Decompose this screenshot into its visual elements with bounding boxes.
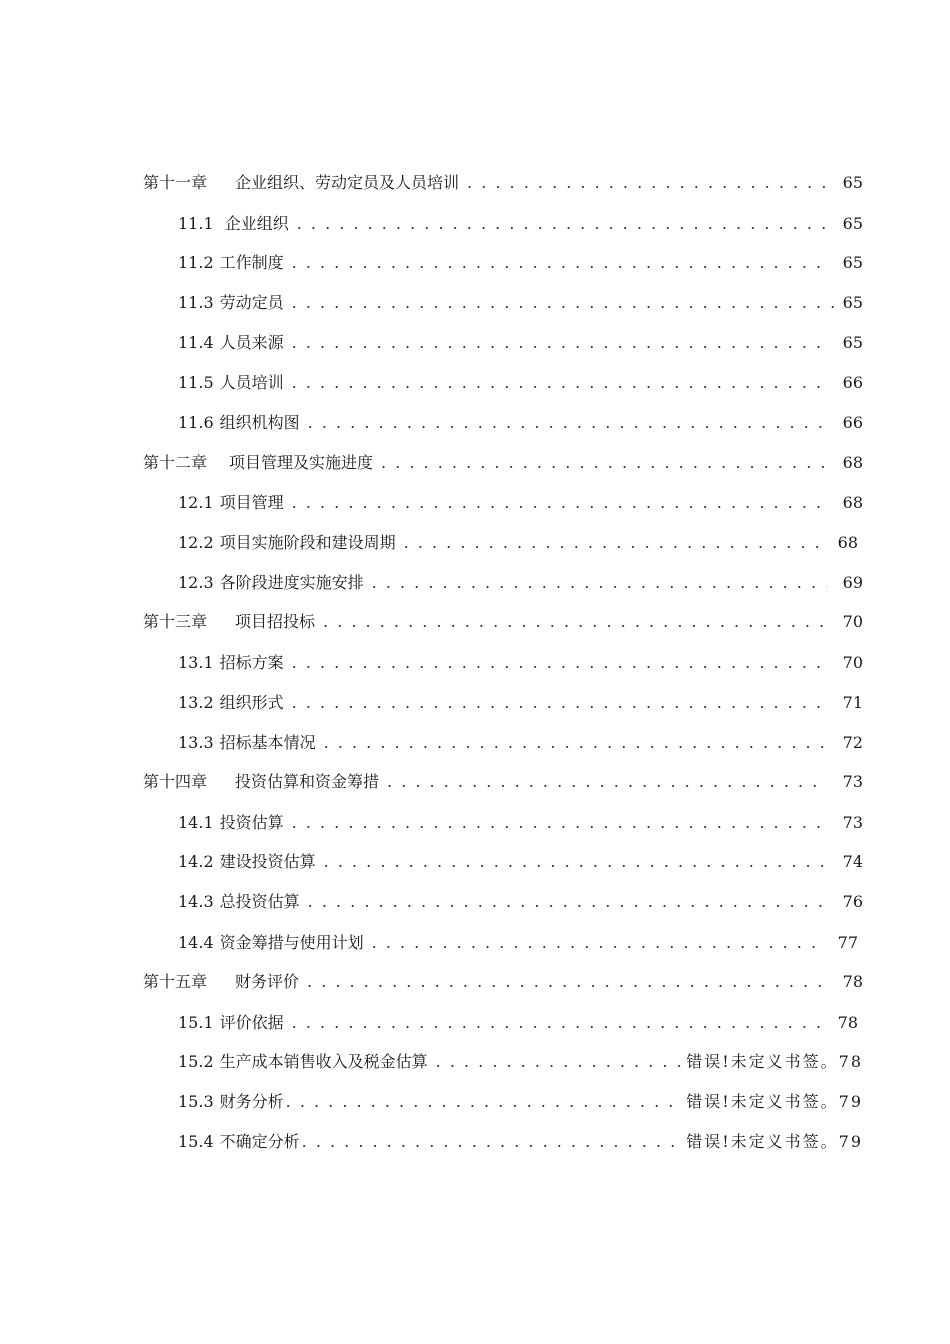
dot-leader: [372, 570, 827, 596]
toc-entry-section-12-3[interactable]: [178, 570, 863, 596]
toc-number: 11.2: [178, 253, 214, 272]
toc-page-number: 65: [842, 214, 863, 233]
toc-entry-section-11-1[interactable]: [178, 211, 863, 237]
toc-title: 招标基本情况: [219, 733, 316, 752]
toc-number: 12.2: [178, 533, 214, 552]
toc-label: [178, 1089, 284, 1115]
toc-page-number: 69: [842, 573, 863, 592]
toc-number: 第十四章: [143, 772, 208, 791]
toc-title: 不确定分析: [219, 1132, 300, 1151]
toc-label: [178, 211, 289, 237]
toc-title: 投资估算和资金筹措: [235, 772, 380, 791]
toc-entry-section-13-2[interactable]: [178, 690, 863, 716]
toc-label: [178, 570, 364, 596]
toc-number: 13.3: [178, 733, 214, 752]
toc-label: [143, 769, 379, 795]
toc-entry-section-15-4[interactable]: [178, 1129, 863, 1155]
dot-leader: [286, 1089, 683, 1115]
toc-label: [178, 1010, 284, 1036]
toc-page-number: 76: [842, 892, 863, 911]
dot-leader: [292, 1010, 822, 1036]
toc-title: 劳动定员: [219, 293, 284, 312]
toc-label: [178, 889, 300, 915]
toc-page-number: 68: [842, 453, 863, 472]
toc-label: [178, 810, 284, 836]
toc-label: [178, 690, 284, 716]
toc-page-number: 73: [842, 772, 863, 791]
dot-leader: [292, 490, 827, 516]
dot-leader: [372, 930, 822, 956]
toc-label: [178, 290, 284, 316]
toc-title: 财务分析: [219, 1092, 284, 1111]
dot-leader: [387, 769, 827, 795]
toc-entry-section-14-4[interactable]: [178, 930, 858, 956]
toc-label: [178, 1129, 300, 1155]
dot-leader: [467, 170, 827, 196]
toc-page-number: 65: [842, 253, 863, 272]
toc-number: 14.3: [178, 892, 214, 911]
dot-leader: [324, 730, 827, 756]
toc-number: 第十二章: [143, 453, 208, 472]
toc-number: 第十五章: [143, 972, 208, 991]
toc-label: [178, 410, 300, 436]
toc-title: 项目管理及实施进度: [229, 453, 374, 472]
toc-entry-section-14-3[interactable]: [178, 889, 863, 915]
toc-entry-chapter-14[interactable]: [143, 769, 863, 795]
toc-label: [178, 650, 284, 676]
toc-page-number: 68: [837, 533, 858, 552]
toc-entry-chapter-13[interactable]: [143, 609, 863, 635]
toc-title: 人员来源: [219, 333, 284, 352]
toc-title: 建设投资估算: [219, 852, 316, 871]
dot-leader: [404, 530, 822, 556]
toc-entry-section-14-2[interactable]: [178, 849, 863, 875]
toc-title: 各阶段进度实施安排: [219, 573, 364, 592]
toc-page-error: 错误!未定义书签。79: [686, 1092, 863, 1111]
toc-entry-section-11-3[interactable]: [178, 290, 863, 316]
toc-label: [143, 170, 459, 196]
toc-entry-section-11-5[interactable]: [178, 370, 863, 396]
toc-title: 项目招投标: [235, 612, 316, 631]
dot-leader: [292, 810, 827, 836]
toc-number: 13.1: [178, 653, 214, 672]
toc-label: [143, 969, 299, 995]
toc-number: 15.1: [178, 1013, 214, 1032]
toc-number: 14.2: [178, 852, 214, 871]
toc-label: [178, 250, 284, 276]
toc-number: 13.2: [178, 693, 214, 712]
toc-number: 15.2: [178, 1052, 214, 1071]
toc-entry-section-15-2[interactable]: [178, 1049, 863, 1075]
toc-label: [178, 730, 316, 756]
dot-leader: [381, 450, 827, 476]
toc-page-number: 70: [842, 653, 863, 672]
toc-page-number: 65: [842, 293, 863, 312]
dot-leader: [292, 690, 827, 716]
toc-number: 第十三章: [143, 612, 208, 631]
toc-page-number: 73: [842, 813, 863, 832]
toc-page-number: 71: [842, 693, 863, 712]
toc-title: 投资估算: [219, 813, 284, 832]
toc-title: 企业组织、劳动定员及人员培训: [235, 173, 460, 192]
dot-leader: [292, 370, 827, 396]
toc-number: 11.5: [178, 373, 214, 392]
toc-page-number: 72: [842, 733, 863, 752]
dot-leader: [308, 410, 827, 436]
toc-title: 项目实施阶段和建设周期: [219, 533, 396, 552]
dot-leader: [436, 1049, 683, 1075]
toc-label: [178, 370, 284, 396]
dot-leader: [323, 609, 827, 635]
toc-label: [143, 450, 373, 476]
toc-label: [178, 849, 316, 875]
dot-leader: [292, 290, 835, 316]
toc-number: 11.3: [178, 293, 214, 312]
toc-page-number: 74: [842, 852, 863, 871]
toc-title: 招标方案: [219, 653, 284, 672]
toc-title: 总投资估算: [219, 892, 300, 911]
toc-entry-chapter-12[interactable]: [143, 450, 863, 476]
toc-page-number: 77: [837, 933, 858, 952]
toc-page-number: 66: [842, 373, 863, 392]
toc-page-number: 68: [842, 493, 863, 512]
toc-number: 11.6: [178, 413, 214, 432]
toc-page-number: 65: [842, 173, 863, 192]
toc-page-error: 错误!未定义书签。78: [686, 1052, 863, 1071]
toc-title: 资金筹措与使用计划: [219, 933, 364, 952]
toc-entry-section-15-3[interactable]: [178, 1089, 863, 1115]
dot-leader: [297, 211, 827, 237]
toc-title: 组织机构图: [219, 413, 300, 432]
toc-number: 11.1: [178, 214, 214, 233]
toc-title: 组织形式: [219, 693, 284, 712]
toc-title: 工作制度: [219, 253, 284, 272]
toc-label: [178, 330, 284, 356]
toc-entry-section-14-1[interactable]: [178, 810, 863, 836]
dot-leader: [302, 1129, 683, 1155]
toc-number: 12.3: [178, 573, 214, 592]
dot-leader: [324, 849, 827, 875]
toc-number: 15.4: [178, 1132, 214, 1151]
dot-leader: [308, 889, 827, 915]
toc-title: 项目管理: [219, 493, 284, 512]
dot-leader: [292, 250, 827, 276]
toc-label: [178, 490, 284, 516]
toc-page-number: 78: [837, 1013, 858, 1032]
toc-title: 财务评价: [235, 972, 300, 991]
toc-entry-section-11-2[interactable]: [178, 250, 863, 276]
toc-number: 15.3: [178, 1092, 214, 1111]
toc-title: 评价依据: [219, 1013, 284, 1032]
toc-number: 14.4: [178, 933, 214, 952]
toc-number: 11.4: [178, 333, 214, 352]
toc-entry-section-11-6[interactable]: [178, 410, 863, 436]
toc-entry-section-13-1[interactable]: [178, 650, 863, 676]
toc-number: 第十一章: [143, 173, 208, 192]
toc-page-error: 错误!未定义书签。79: [686, 1132, 863, 1151]
toc-entry-section-12-1[interactable]: [178, 490, 863, 516]
toc-page-number: 66: [842, 413, 863, 432]
toc-title: 企业组织: [219, 214, 289, 233]
toc-label: [178, 930, 364, 956]
dot-leader: [292, 330, 827, 356]
toc-label: [178, 1049, 428, 1075]
dot-leader: [292, 650, 827, 676]
toc-entry-section-13-3[interactable]: [178, 730, 863, 756]
toc-number: 12.1: [178, 493, 214, 512]
toc-page-number: 78: [842, 972, 863, 991]
toc-label: [143, 609, 315, 635]
toc-title: 生产成本销售收入及税金估算: [219, 1052, 428, 1071]
dot-leader: [307, 969, 827, 995]
toc-title: 人员培训: [219, 373, 284, 392]
toc-entry-section-12-2[interactable]: [178, 530, 858, 556]
toc-page-number: 65: [842, 333, 863, 352]
toc-entry-chapter-11[interactable]: [143, 170, 863, 196]
toc-number: 14.1: [178, 813, 214, 832]
toc-entry-section-11-4[interactable]: [178, 330, 863, 356]
toc-entry-section-15-1[interactable]: [178, 1010, 858, 1036]
toc-label: [178, 530, 396, 556]
toc-page-number: 70: [842, 612, 863, 631]
toc-entry-chapter-15[interactable]: [143, 969, 863, 995]
